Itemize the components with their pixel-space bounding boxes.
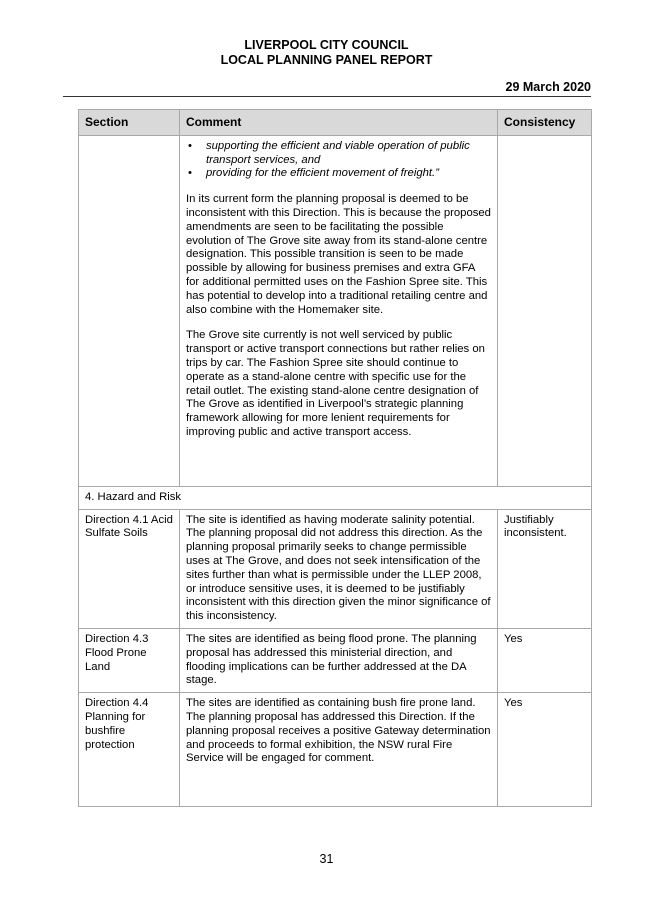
group-heading: 4. Hazard and Risk [79,486,592,509]
group-heading-row [79,486,592,509]
section-cell [79,135,180,486]
report-title: LOCAL PLANNING PANEL REPORT [220,53,433,67]
comment-paragraph: In its current form the planning proposal is deemed to be inconsistent with this Direction. This is because the proposed amendments are seen to be facilitating the possible evolution of The Grove site away from its stand-alone centre designation. This possible transition is seen to be made possible by allowing for business premises and extra GFA for additional permitted uses on the Fashion Spree site. This has potential to develop into a traditional retailing centre and also combine with the Homemaker site. [186,193,491,316]
table-row [79,509,592,628]
table-header-row [79,110,592,136]
consistency-cell: Justifiably inconsistent. [498,509,592,628]
consistency-cell [498,135,592,486]
page-number: 31 [319,852,334,866]
comment-cell [180,135,498,486]
consistency-table [78,109,592,807]
table-row [79,135,592,486]
table-row [79,693,592,807]
section-cell: Direction 4.4 Planning for bushfire protection [79,693,180,807]
section-cell: Direction 4.3 Flood Prone Land [79,628,180,692]
comment-paragraph: The Grove site currently is not well serviced by public transport or active transport connections but rather relies on trips by car. The Fashion Spree site should continue to operate as a stand-alone centre with specific use for the retail outlet. The existing stand-alone centre designation of The Grove as identified in Liverpool’s strategic planning framework allowing for more lenient requirements for improving public and active transport access. [186,329,485,438]
list-item: • providing for the efficient movement of freight.” [186,167,491,181]
comment-cell: The site is identified as having moderate salinity potential. The planning proposal did not address this direction. As the planning proposal primarily seeks to change permissible uses at The Grove, and does not seek intensification of the sites further than what is permissible under the LLEP 2008, or introduce sensitive uses, it is deemed to be justifiably inconsistent with this direction given the minor significance of this inconsistency. [180,509,498,628]
report-date: 29 March 2020 [505,80,591,94]
quoted-bullet-list [186,140,491,181]
comment-cell: The sites are identified as being flood prone. The planning proposal has addressed this ministerial direction, and flooding implications can be further addressed at the DA stage. [180,628,498,692]
column-header-section: Section [79,110,180,136]
list-item: • supporting the efficient and viable operation of public transport services, and [186,140,491,168]
consistency-cell: Yes [498,693,592,807]
column-header-consistency: Consistency [498,110,592,136]
council-title: LIVERPOOL CITY COUNCIL [244,38,409,52]
header-divider [63,96,591,97]
column-header-comment: Comment [180,110,498,136]
section-cell: Direction 4.1 Acid Sulfate Soils [79,509,180,628]
comment-cell: The sites are identified as containing bush fire prone land. The planning proposal has addressed this Direction. If the planning proposal receives a positive Gateway determination and proceeds to formal exhibition, the NSW rural Fire Service will be engaged for comment. [180,693,498,807]
consistency-cell: Yes [498,628,592,692]
table-row [79,628,592,692]
